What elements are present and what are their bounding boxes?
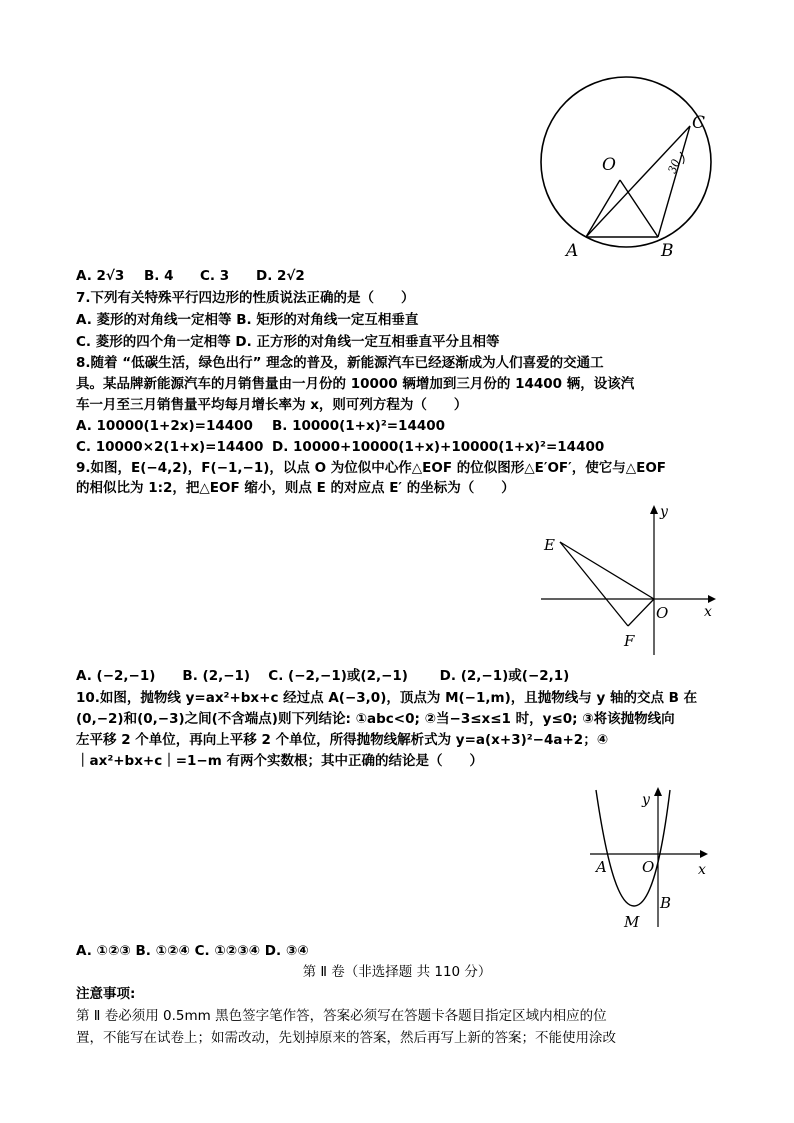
coordinate-figure-q9 xyxy=(536,500,726,660)
circle-figure xyxy=(540,60,720,265)
angle-label: 30 xyxy=(665,157,683,176)
q10-stem-2: (0,−2)和(0,−3)之间(不含端点)则下列结论: ①abc<0; ②当−3≤x≤1 时，y≤0; ③将该抛物线向 xyxy=(76,711,675,727)
note-line-2: 置，不能写在试卷上；如需改动，先划掉原来的答案，然后再写上新的答案；不能使用涂改 xyxy=(76,1030,616,1046)
q8-option-d: D. 10000+10000(1+x)+10000(1+x)²=14400 xyxy=(272,439,605,455)
y-axis-arrow xyxy=(654,787,662,796)
q8-stem-2: 具。某品牌新能源汽车的月销售量由一月份的 10000 辆增加到三月份的 14400 辆，设该汽 xyxy=(76,376,635,392)
notes-heading: 注意事项: xyxy=(76,986,136,1002)
label-y: y xyxy=(642,792,650,808)
q7-options-cd: C. 菱形的四个角一定相等 D. 正方形的对角线一定互相垂直平分且相等 xyxy=(76,334,500,350)
segment-OE xyxy=(560,542,654,599)
segment-OA xyxy=(586,180,620,237)
circle-outline xyxy=(541,77,711,247)
q10-stem-3: 左平移 2 个单位，再向上平移 2 个单位，所得抛物线解析式为 y=a(x+3)²−4a+2；④ xyxy=(76,732,609,748)
q8-option-c: C. 10000×2(1+x)=14400 xyxy=(76,439,264,455)
label-x: x xyxy=(698,862,706,878)
label-E: E xyxy=(544,536,555,554)
q8-stem-3: 车一月至三月销售量平均每月增长率为 x，则可列方程为（ ） xyxy=(76,397,468,413)
x-axis-arrow xyxy=(700,850,708,858)
q10-options: A. ①②③ B. ①②④ C. ①②③④ D. ③④ xyxy=(76,943,309,959)
segment-OB xyxy=(620,180,658,237)
label-M: M xyxy=(624,913,640,931)
q6-option-b: B. 4 xyxy=(144,268,174,284)
label-F: F xyxy=(624,632,635,650)
q10-stem-4: ｜ax²+bx+c｜=1−m 有两个实数根；其中正确的结论是（ ） xyxy=(76,753,484,769)
label-B: B xyxy=(661,241,674,261)
segment-EF xyxy=(560,542,628,626)
q8-option-b: B. 10000(1+x)²=14400 xyxy=(272,418,446,434)
q10-stem-1: 10.如图，抛物线 y=ax²+bx+c 经过点 A(−3,0)，顶点为 M(−1,m)，且抛物线与 y 轴的交点 B 在 xyxy=(76,690,698,706)
q9-options: A. (−2,−1) B. (2,−1) C. (−2,−1)或(2,−1) D. (2,−1)或(−2,1) xyxy=(76,668,570,684)
parabola-figure-q10 xyxy=(582,782,717,932)
label-A: A xyxy=(596,858,607,876)
label-O: O xyxy=(602,155,616,175)
q6-option-a: A. 2√3 xyxy=(76,268,125,284)
note-line-1: 第 Ⅱ 卷必须用 0.5mm 黑色签字笔作答，答案必须写在答题卡各题目指定区域内相应的位 xyxy=(76,1008,607,1024)
label-A: A xyxy=(566,241,579,261)
label-C: C xyxy=(692,113,706,133)
q9-stem-2: 的相似比为 1:2，把△EOF 缩小，则点 E 的对应点 E′ 的坐标为（ ） xyxy=(76,480,515,496)
q7-stem: 7.下列有关特殊平行四边形的性质说法正确的是（ ） xyxy=(76,290,415,306)
label-B: B xyxy=(660,894,672,912)
label-x: x xyxy=(704,604,712,620)
part2-title: 第 Ⅱ 卷（非选择题 共 110 分） xyxy=(302,964,492,980)
x-axis-arrow xyxy=(708,595,716,603)
q6-option-c: C. 3 xyxy=(200,268,230,284)
q7-options-ab: A. 菱形的对角线一定相等 B. 矩形的对角线一定互相垂直 xyxy=(76,312,419,328)
label-O: O xyxy=(642,858,655,876)
q8-stem-1: 8.随着 “低碳生活，绿色出行” 理念的普及，新能源汽车已经逐渐成为人们喜爱的交通工 xyxy=(76,355,604,371)
q6-option-d: D. 2√2 xyxy=(256,268,305,284)
segment-OF xyxy=(628,599,654,626)
label-O: O xyxy=(656,604,669,622)
q8-option-a: A. 10000(1+2x)=14400 xyxy=(76,418,253,434)
y-axis-arrow xyxy=(650,505,658,514)
label-y: y xyxy=(660,504,668,520)
parabola-curve xyxy=(596,790,670,906)
q9-stem-1: 9.如图，E(−4,2)，F(−1,−1)，以点 O 为位似中心作△EOF 的位似图形△E′OF′，使它与△EOF xyxy=(76,460,667,476)
